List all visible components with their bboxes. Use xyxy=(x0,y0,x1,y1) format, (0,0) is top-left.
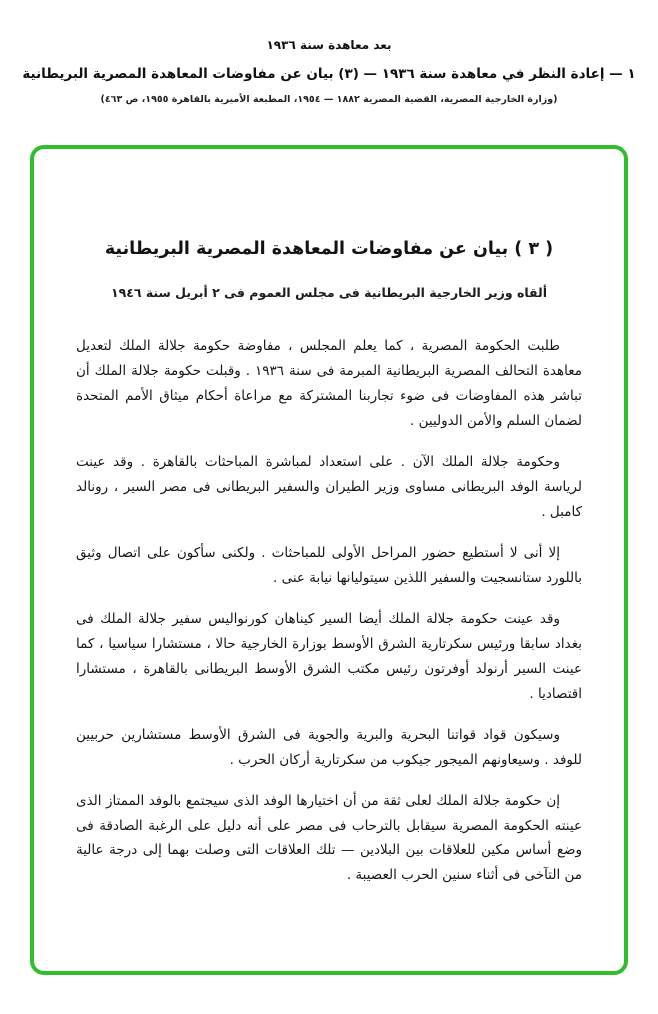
paragraph: إلا أنى لا أستطيع حضور المراحل الأولى للمباحثات . ولكنى سأكون على اتصال وثيق باللورد ستانسجيت والسفير اللذين سيتوليانها نيابة عنى . xyxy=(76,544,582,586)
paragraph: وقد عينت حكومة جلالة الملك أيضا السير كيناهان كورنواليس سفير جلالة الملك فى بغداد سابقا ورئيس سكرتارية الشرق الأوسط بوزارة الخارجية حالا ، مستشارا سياسيا ، كما عينت السير أرنولد أوفرتون رئيس مكتب الشرق الأوسط البريطانى بالقاهرة ، مستشارا اقتصاديا . xyxy=(76,610,582,702)
document-body xyxy=(76,334,582,888)
document-frame xyxy=(30,145,628,975)
page-header xyxy=(0,0,658,105)
header-source-citation: (وزارة الخارجية المصرية، القضية المصرية ١٨٨٢ — ١٩٥٤، المطبعة الأميرية بالقاهرة ١٩٥٥، ص ٤٦٣) xyxy=(100,94,558,105)
paragraph: وسيكون قواد قواتنا البحرية والبرية والجوية فى الشرق الأوسط مستشارين حربيين للوفد . وسيعاونهم الميجور جيكوب من سكرتارية أركان الحرب . xyxy=(76,726,582,768)
header-chapter-label: بعد معاهدة سنة ١٩٣٦ xyxy=(266,38,392,52)
document-subtitle: ألقاه وزير الخارجية البريطانية فى مجلس العموم فى ٢ أبريل سنة ١٩٤٦ xyxy=(110,285,548,300)
paragraph: إن حكومة جلالة الملك لعلى ثقة من أن اختيارها الوفد الذى سيجتمع بالوفد الممتاز الذى عينته الحكومة المصرية سيقابل بالترحاب فى مصر على أنه دليل على الرغبة الصادقة فى وضع أساس مكين للعلاقات بين البلادين — تلك العلاقات التى وصلت بهما إلى درجة عالية من التآخى فى أثناء سنين الحرب العصيبة . xyxy=(76,792,582,884)
document-title: ( ٣ ) بيان عن مفاوضات المعاهدة المصرية البريطانية xyxy=(104,239,554,259)
paragraph: طلبت الحكومة المصرية ، كما يعلم المجلس ، مفاوضة حكومة جلالة الملك لتعديل معاهدة التحالف المصرية البريطانية المبرمة فى سنة ١٩٣٦ . وقبلت حكومة جلالة الملك أن تباشر هذه المفاوضات فى ضوء تجاربنا المشتركة مع مراعاة أحكام ميثاق الأمم المتحدة لضمان السلم والأمن الدوليين . xyxy=(76,338,582,429)
paragraph: وحكومة جلالة الملك الآن . على استعداد لمباشرة المباحثات بالقاهرة . وقد عينت لرياسة الوفد البريطانى مساوى وزير الطيران والسفير البريطانى فى مصر السير ، رونالد كامبل . xyxy=(76,453,582,520)
header-document-heading: ١ — إعادة النظر في معاهدة سنة ١٩٣٦ — (٣) بيان عن مفاوضات المعاهدة المصرية البريطانية xyxy=(22,66,636,82)
